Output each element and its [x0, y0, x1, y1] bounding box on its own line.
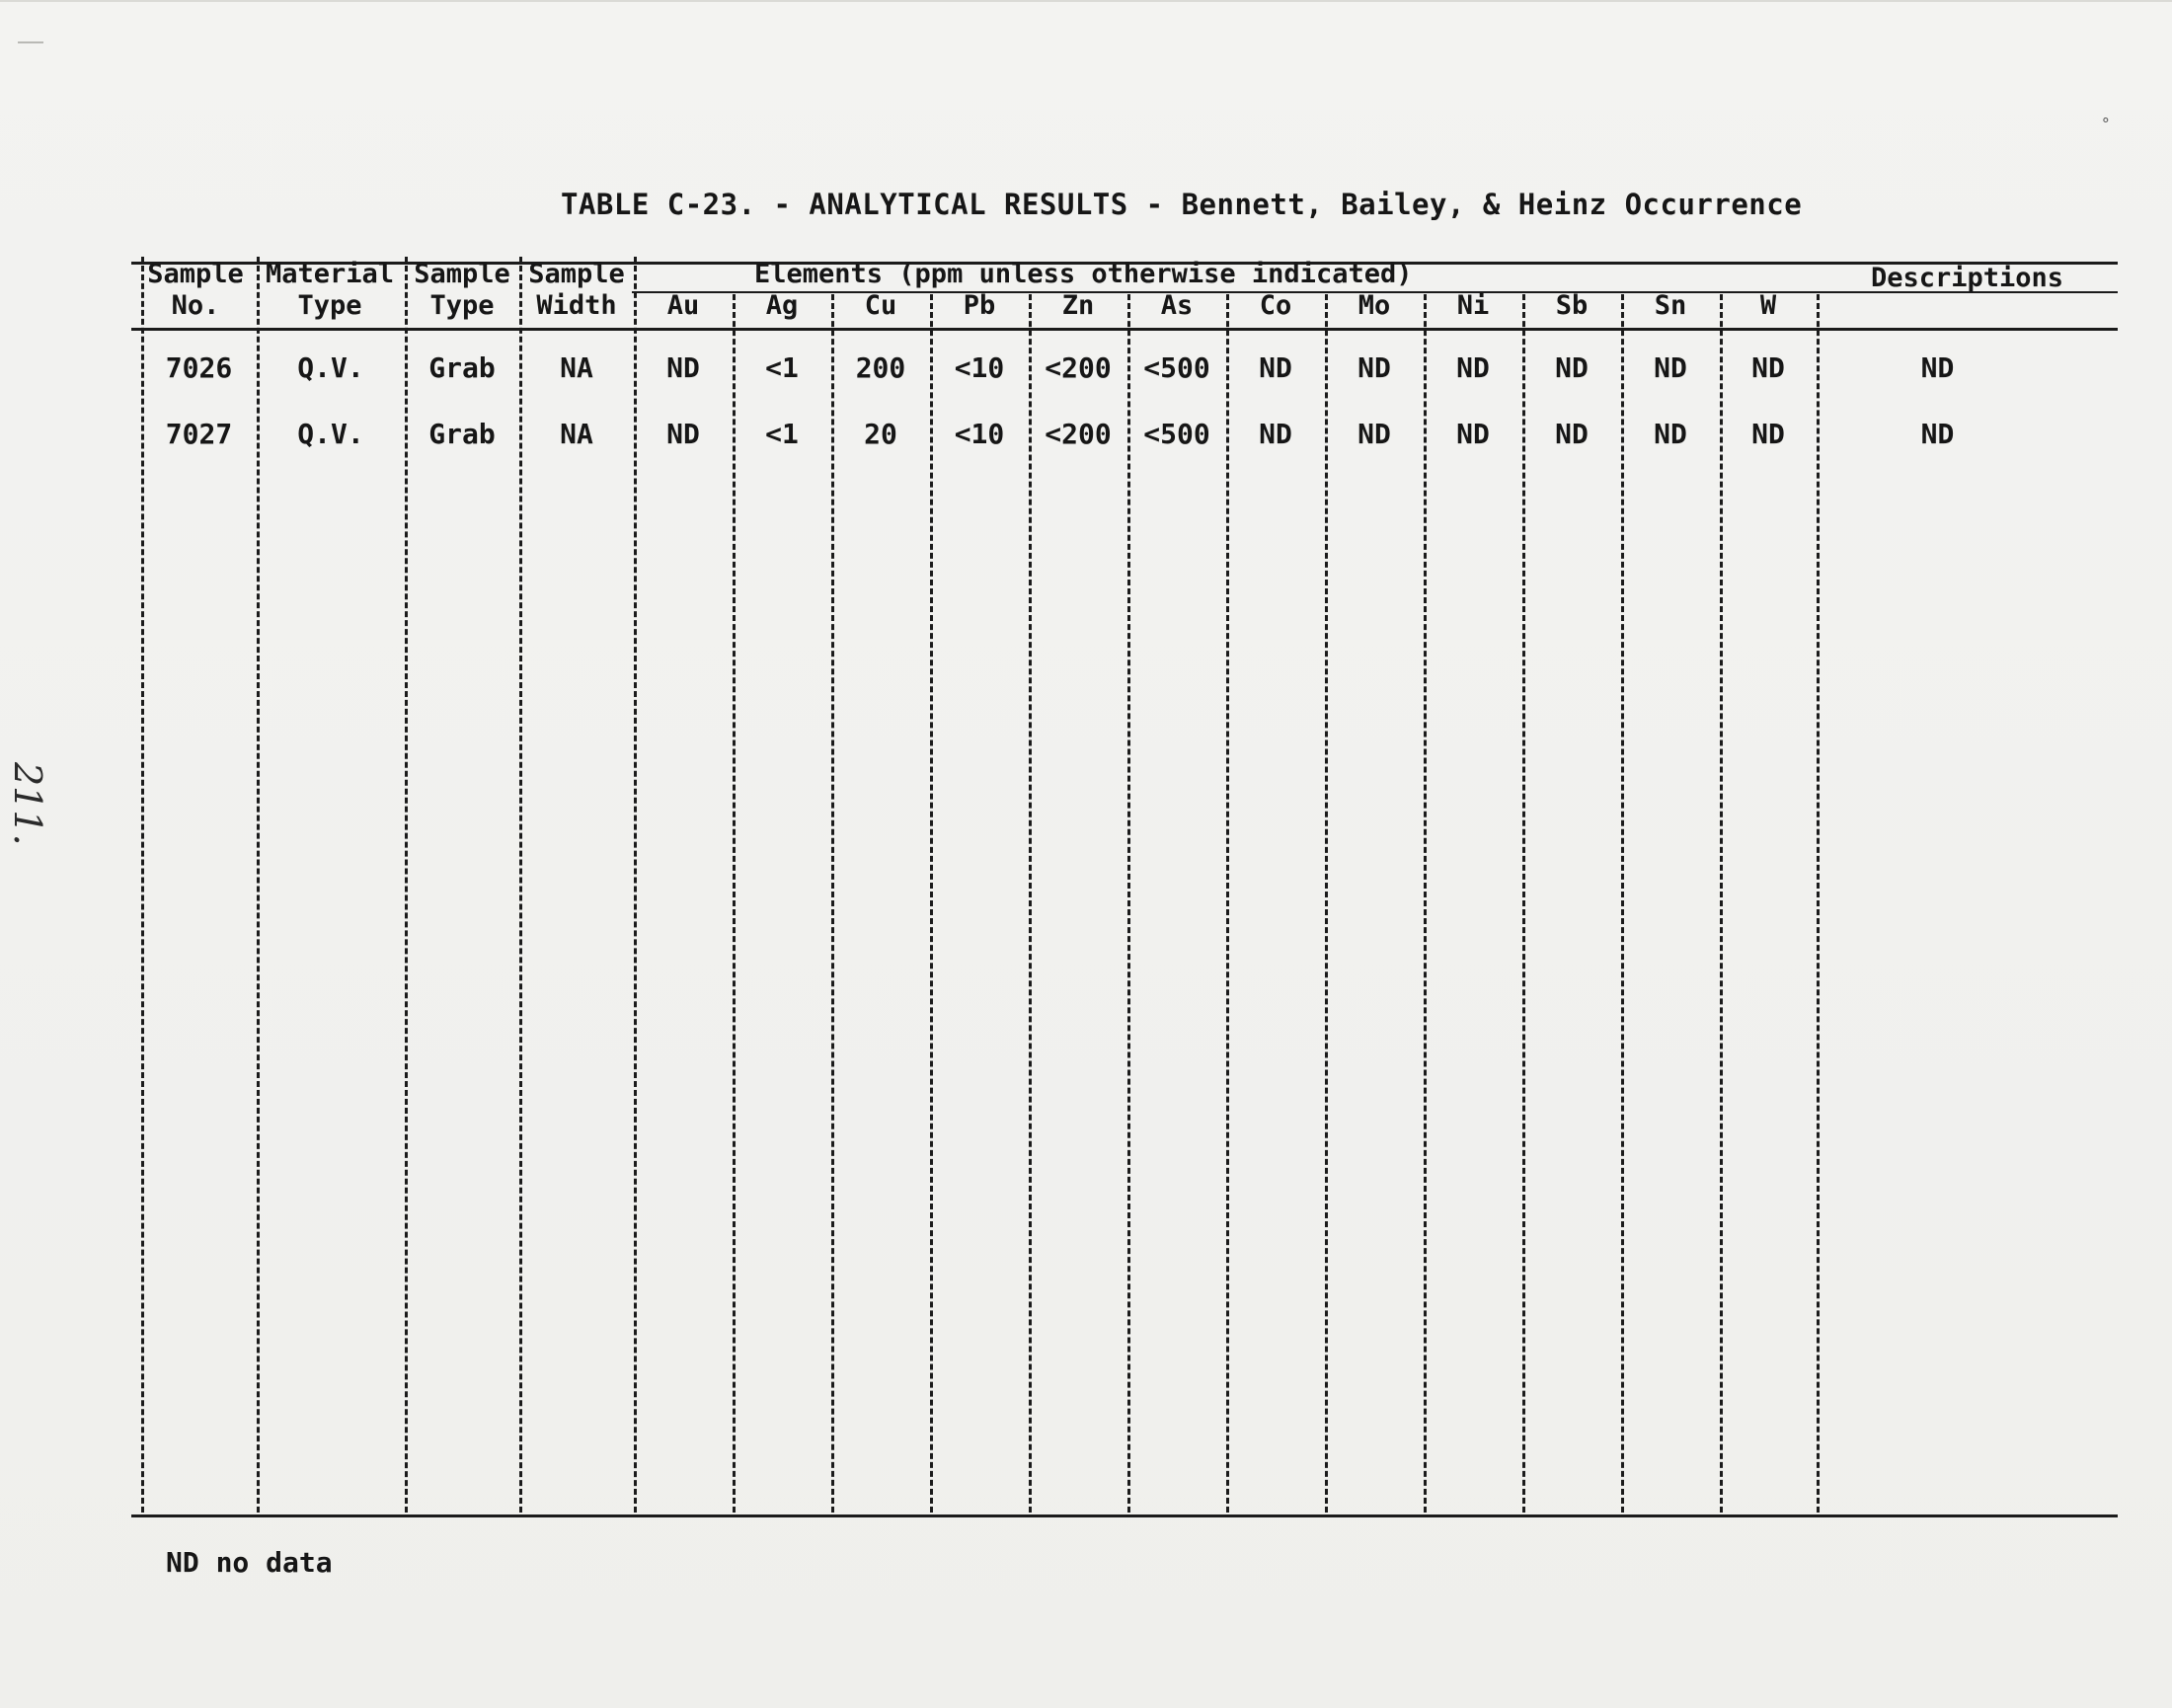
- table-cell: ND: [1920, 418, 1955, 450]
- column-divider: [1720, 294, 1723, 1513]
- table-cell: ND: [1654, 351, 1687, 384]
- table-cell: <10: [954, 418, 1005, 450]
- column-divider: [1029, 294, 1032, 1513]
- table-cell: <500: [1143, 418, 1210, 450]
- column-divider: [1522, 294, 1525, 1513]
- corner-mark: [18, 41, 43, 43]
- column-divider: [831, 294, 834, 1513]
- table-cell: <200: [1045, 351, 1112, 384]
- header-material-type-line1: Material: [265, 259, 395, 289]
- header-element-w: W: [1759, 290, 1777, 321]
- table-cell: 200: [855, 351, 906, 384]
- table-cell: <10: [954, 351, 1005, 384]
- table-cell: <200: [1045, 418, 1112, 450]
- column-divider: [1424, 294, 1427, 1513]
- table-cell: NA: [560, 351, 593, 384]
- table-cell: ND: [1259, 351, 1292, 384]
- table-cell: ND: [1259, 418, 1292, 450]
- table-cell: ND: [1358, 418, 1391, 450]
- column-divider: [1325, 294, 1328, 1513]
- table-cell: 20: [864, 418, 897, 450]
- column-divider: [1817, 294, 1820, 1513]
- table-cell: 7027: [165, 418, 233, 450]
- header-sample-width-line1: Sample: [528, 259, 625, 289]
- column-divider: [733, 294, 736, 1513]
- header-element-pb: Pb: [963, 290, 996, 321]
- header-sample-type-line1: Sample: [414, 259, 510, 289]
- table-cell: 7026: [165, 351, 233, 384]
- header-sample-width-line2: Width: [536, 290, 617, 321]
- table-cell: Grab: [428, 351, 496, 384]
- table-cell: ND: [666, 351, 700, 384]
- table-cell: ND: [1920, 351, 1955, 384]
- table-cell: Q.V.: [297, 351, 364, 384]
- header-element-au: Au: [666, 290, 700, 321]
- header-element-sb: Sb: [1555, 290, 1589, 321]
- table-cell: <500: [1143, 351, 1210, 384]
- table-cell: <1: [765, 418, 799, 450]
- header-descriptions: Descriptions: [1870, 263, 2064, 293]
- column-divider: [1621, 294, 1624, 1513]
- header-element-co: Co: [1259, 290, 1292, 321]
- scan-speck: °: [2101, 115, 2111, 133]
- table-cell: Grab: [428, 418, 496, 450]
- column-divider: [1127, 294, 1130, 1513]
- header-sample-no-line2: No.: [171, 290, 220, 321]
- header-sample-no-line1: Sample: [147, 259, 244, 289]
- header-material-type-line2: Type: [297, 290, 362, 321]
- table-title: TABLE C-23. - ANALYTICAL RESULTS - Bennett, Bailey, & Heinz Occurrence: [561, 188, 1803, 221]
- table-cell: ND: [1654, 418, 1687, 450]
- table-cell: ND: [1358, 351, 1391, 384]
- header-element-mo: Mo: [1358, 290, 1391, 321]
- table-cell: NA: [560, 418, 593, 450]
- header-element-ni: Ni: [1456, 290, 1490, 321]
- header-bottom-rule: [131, 328, 2118, 331]
- table-cell: ND: [1555, 351, 1589, 384]
- handwritten-page-number: 211.: [6, 762, 49, 846]
- table-cell: ND: [1555, 418, 1589, 450]
- table-cell: ND: [1456, 351, 1490, 384]
- table-cell: Q.V.: [297, 418, 364, 450]
- table-bottom-rule: [131, 1514, 2118, 1517]
- header-element-sn: Sn: [1654, 290, 1687, 321]
- header-element-zn: Zn: [1061, 290, 1095, 321]
- header-element-ag: Ag: [765, 290, 799, 321]
- table-cell: ND: [666, 418, 700, 450]
- header-sample-type-line2: Type: [429, 290, 495, 321]
- header-element-as: As: [1160, 290, 1194, 321]
- table-cell: ND: [1751, 351, 1785, 384]
- table-cell: <1: [765, 351, 799, 384]
- column-divider: [1226, 294, 1229, 1513]
- header-elements-group: Elements (ppm unless otherwise indicated): [754, 259, 1413, 289]
- table-cell: ND: [1456, 418, 1490, 450]
- header-element-cu: Cu: [864, 290, 897, 321]
- column-divider: [930, 294, 933, 1513]
- table-cell: ND: [1751, 418, 1785, 450]
- footnote: ND no data: [166, 1546, 333, 1579]
